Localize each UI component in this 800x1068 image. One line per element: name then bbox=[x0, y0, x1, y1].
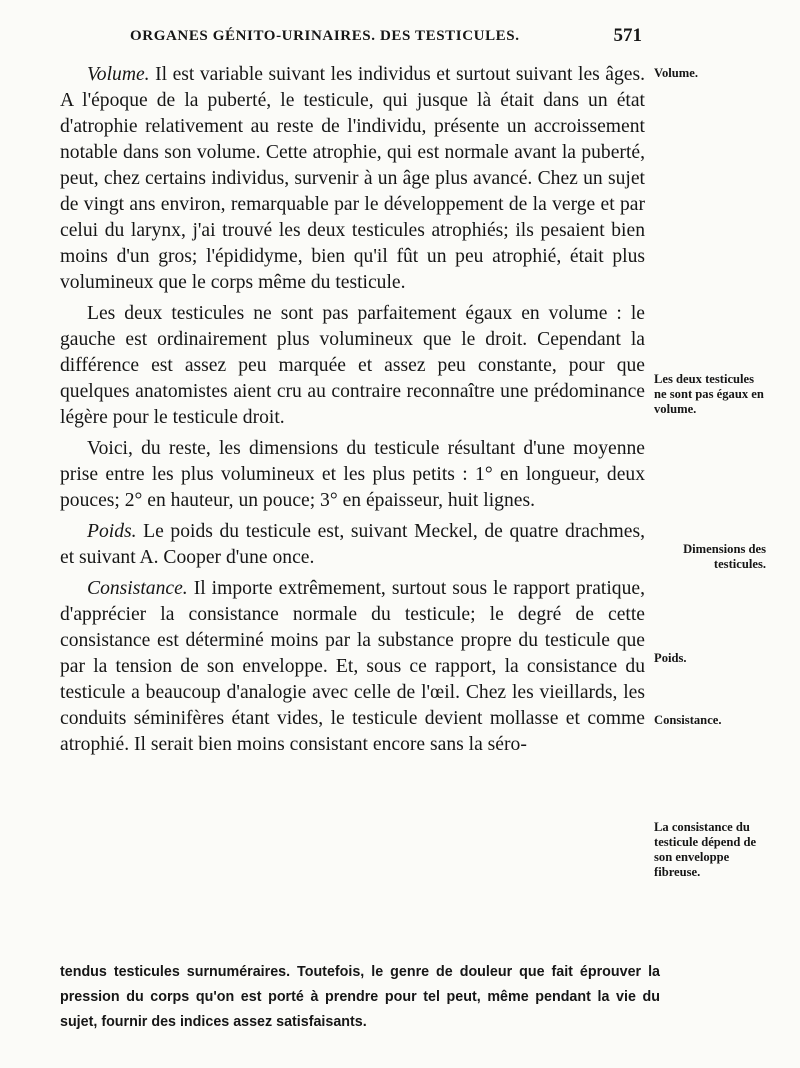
paragraph-consistency bbox=[60, 576, 645, 758]
paragraph-text: Il est variable suivant les individus et surtout suivant les âges. A l'époque de la puberté, le testicule, qui jusque là était dans un état d'atrophie relativement au reste de l'individu, présente un accroissement notable dans son volume. Cette atrophie, qui est normale avant la puberté, peut, chez certains individus, survenir à un âge plus avancé. Chez un sujet de vingt ans environ, remarquable par le développement de la verge et par celui du larynx, j'ai trouvé les deux testicules atrophiés; ils pesaient bien moins d'un gros; l'épididyme, bien qu'il fût un peu atrophié, était plus volumineux que le corps même du testicule. bbox=[60, 64, 645, 293]
margin-note-consistency: Consistance. bbox=[654, 713, 722, 727]
paragraph-text: Il importe extrêmement, surtout sous le rapport pratique, d'apprécier la consistance normale du testicule; le degré de cette consistance est déterminé moins par la substance propre du testicule que par la tension de son enveloppe. Et, sous ce rapport, la consistance du testicule a beaucoup d'analogie avec celle de l'œil. Chez les vieillards, les conduits séminifères étant vides, le testicule devient mollasse et comme atrophié. Il serait bien moins consistant encore sans la séro- bbox=[60, 578, 645, 755]
margin-note-weight: Poids. bbox=[654, 651, 687, 665]
paragraph-dimensions bbox=[60, 436, 645, 514]
paragraph-lead: Poids. bbox=[87, 521, 137, 542]
paragraph-text: Voici, du reste, les dimensions du testicule résultant d'une moyenne prise entre les plus volumineux et les plus petits : 1° en longueur, deux pouces; 2° en hauteur, un pouce; 3° en épaisseur, huit lignes. bbox=[60, 438, 645, 511]
page-number: 571 bbox=[613, 25, 642, 46]
paragraph-text: Les deux testicules ne sont pas parfaitement égaux en volume : le gauche est ordinairement plus volumineux que le droit. Cependant la différence est assez peu marquée et assez peu constante, pour que quelques anatomistes aient cru au contraire reconnaître une prédominance légère pour le testicule droit. bbox=[60, 303, 645, 428]
margin-note-inequality: Les deux testicules ne sont pas égaux en volume. bbox=[654, 372, 764, 416]
margin-note-volume: Volume. bbox=[654, 66, 698, 80]
paragraph-lead: Volume. bbox=[87, 64, 150, 85]
margin-note-dimensions: Dimensions des testicules. bbox=[683, 542, 766, 571]
running-title: ORGANES GÉNITO-URINAIRES. DES TESTICULES. bbox=[130, 28, 520, 44]
paragraph-lead: Consistance. bbox=[87, 578, 188, 599]
running-header bbox=[130, 25, 642, 46]
footnote-block bbox=[60, 960, 660, 1035]
paragraph-weight bbox=[60, 519, 645, 571]
paragraph-text: Le poids du testicule est, suivant Meckel, de quatre drachmes, et suivant A. Cooper d'une once. bbox=[60, 521, 645, 568]
paragraph-volume bbox=[60, 62, 645, 296]
margin-note-fibrous-envelope: La consistance du testicule dépend de son enveloppe fibreuse. bbox=[654, 820, 757, 879]
paragraph-inequality bbox=[60, 301, 645, 431]
footnote-text: tendus testicules surnuméraires. Toutefois, le genre de douleur que fait éprouver la pression du corps qu'on est porté à prendre pour tel peut, même pendant la vie du sujet, fournir des indices assez satisfaisants. bbox=[60, 964, 660, 1030]
main-text bbox=[60, 62, 645, 763]
